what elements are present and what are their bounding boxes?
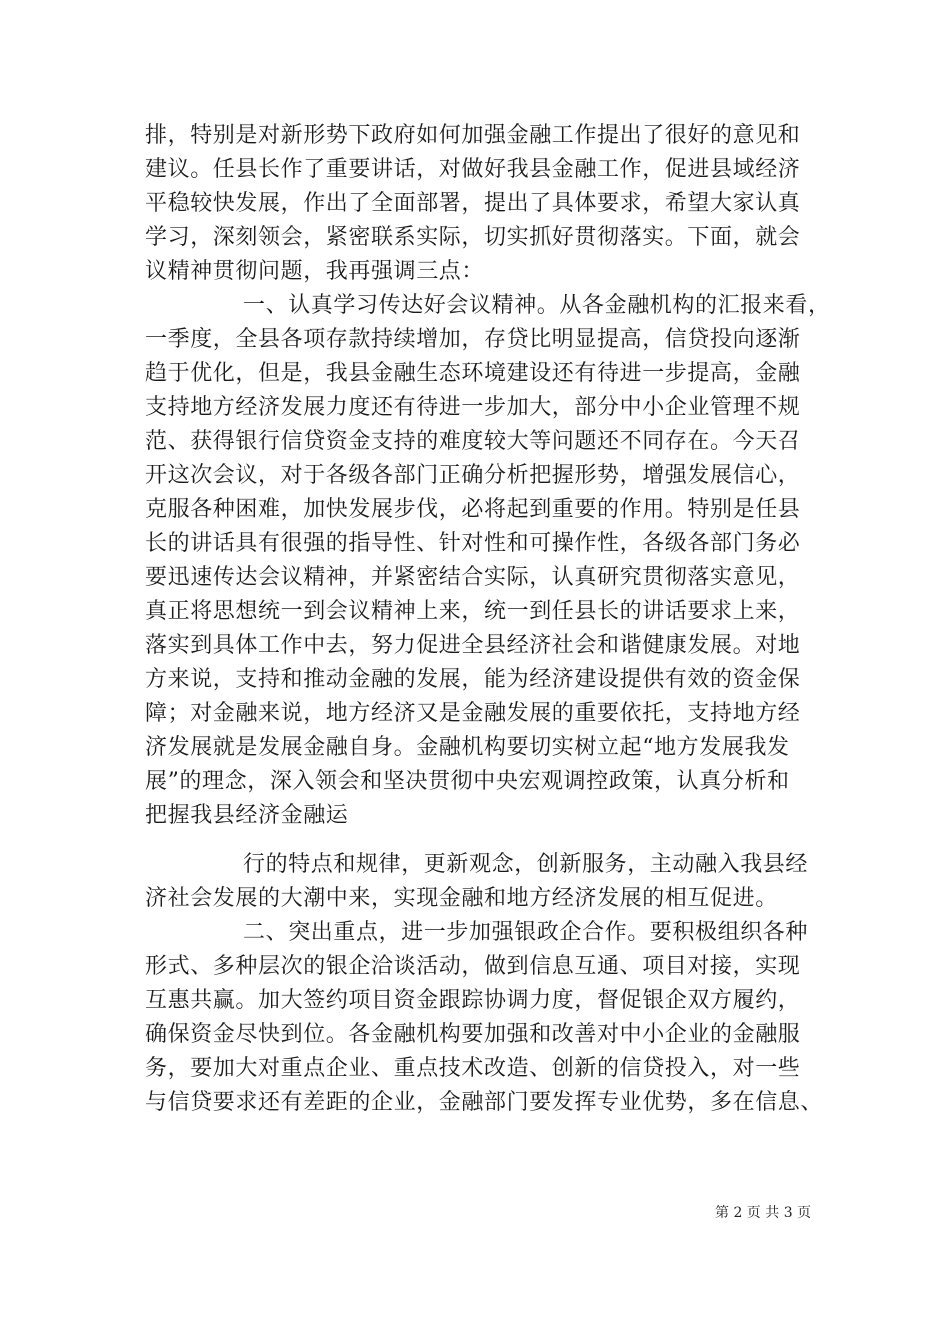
text-line: 学习，深刻领会，紧密联系实际，切实抓好贯彻落实。下面，就会	[145, 225, 801, 250]
text-line: 务，要加大对重点企业、重点技术改造、创新的信贷投入，对一些	[145, 1056, 801, 1081]
text-line: 方来说，支持和推动金融的发展，能为经济建设提供有效的资金保	[145, 667, 801, 692]
text-line: 议精神贯彻问题，我再强调三点：	[145, 259, 485, 284]
text-line: 范、获得银行信贷资金支持的难度较大等问题还不同存在。今天召	[145, 429, 801, 454]
text-line: 形式、多种层次的银企洽谈活动，做到信息互通、项目对接，实现	[145, 954, 801, 979]
text-line: 障；对金融来说，地方经济又是金融发展的重要依托，支持地方经	[145, 701, 801, 726]
text-line: 平稳较快发展，作出了全面部署，提出了具体要求，希望大家认真	[145, 191, 801, 216]
text-line: 建议。任县长作了重要讲话，对做好我县金融工作，促进县域经济	[145, 157, 801, 182]
text-line: 支持地方经济发展力度还有待进一步加大，部分中小企业管理不规	[145, 395, 801, 420]
text-line: 互惠共赢。加大签约项目资金跟踪协调力度，督促银企双方履约，	[145, 988, 801, 1013]
text-line: 落实到具体工作中去，努力促进全县经济社会和谐健康发展。对地	[145, 633, 801, 658]
paragraph-start-line: 一、认真学习传达好会议精神。从各金融机构的汇报来看，	[243, 293, 831, 318]
paragraph-start-line: 二、突出重点，进一步加强银政企合作。要积极组织各种	[243, 920, 809, 945]
text-line: 真正将思想统一到会议精神上来，统一到任县长的讲话要求上来，	[145, 599, 801, 624]
text-line: 确保资金尽快到位。各金融机构要加强和改善对中小企业的金融服	[145, 1022, 801, 1047]
text-line: 济发展就是发展金融自身。金融机构要切实树立起“地方发展我发	[145, 735, 790, 760]
text-line: 与信贷要求还有差距的企业，金融部门要发挥专业优势，多在信息、	[145, 1090, 824, 1115]
text-line: 排，特别是对新形势下政府如何加强金融工作提出了很好的意见和	[145, 123, 801, 148]
text-line: 展”的理念，深入领会和坚决贯彻中央宏观调控政策，认真分析和	[145, 769, 790, 794]
text-line: 济社会发展的大潮中来，实现金融和地方经济发展的相互促进。	[145, 886, 778, 911]
text-line: 长的讲话具有很强的指导性、针对性和可操作性，各级各部门务必	[145, 531, 801, 556]
text-line: 把握我县经济金融运	[145, 803, 349, 828]
page-number-footer: 第 2 页 共 3 页	[715, 1205, 812, 1221]
text-line: 开这次会议，对于各级各部门正确分析把握形势，增强发展信心，	[145, 463, 801, 488]
paragraph-start-line: 行的特点和规律，更新观念，创新服务，主动融入我县经	[243, 852, 809, 877]
text-line: 要迅速传达会议精神，并紧密结合实际，认真研究贯彻落实意见，	[145, 565, 801, 590]
text-line: 趋于优化，但是，我县金融生态环境建设还有待进一步提高，金融	[145, 361, 801, 386]
text-line: 克服各种困难，加快发展步伐，必将起到重要的作用。特别是任县	[145, 497, 801, 522]
text-line: 一季度，全县各项存款持续增加，存贷比明显提高，信贷投向逐渐	[145, 327, 801, 352]
